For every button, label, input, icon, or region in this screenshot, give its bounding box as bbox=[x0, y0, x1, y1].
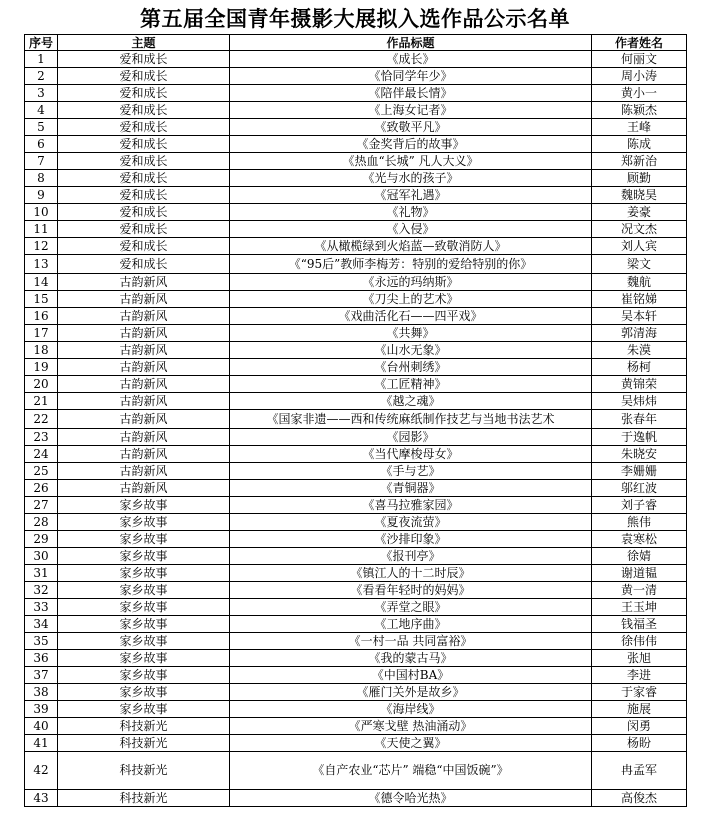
cell-serial-number: 1 bbox=[25, 51, 58, 68]
cell-author-name: 顾勤 bbox=[592, 170, 687, 187]
cell-work-title: 《礼物》 bbox=[230, 204, 592, 221]
cell-serial-number: 16 bbox=[25, 308, 58, 325]
cell-theme: 爱和成长 bbox=[58, 119, 230, 136]
cell-serial-number: 20 bbox=[25, 376, 58, 393]
cell-serial-number: 3 bbox=[25, 85, 58, 102]
cell-work-title: 《从橄榄绿到火焰蓝—致敬消防人》 bbox=[230, 238, 592, 255]
cell-serial-number: 43 bbox=[25, 790, 58, 807]
cell-work-title: 《山水无象》 bbox=[230, 342, 592, 359]
cell-theme: 爱和成长 bbox=[58, 170, 230, 187]
cell-author-name: 徐伟伟 bbox=[592, 633, 687, 650]
cell-theme: 爱和成长 bbox=[58, 51, 230, 68]
cell-author-name: 熊伟 bbox=[592, 514, 687, 531]
cell-author-name: 张旭 bbox=[592, 650, 687, 667]
cell-author-name: 黄锦荣 bbox=[592, 376, 687, 393]
cell-serial-number: 22 bbox=[25, 410, 58, 429]
table-row bbox=[25, 51, 687, 68]
table-row bbox=[25, 599, 687, 616]
selection-list-table bbox=[24, 34, 687, 807]
header-work-title: 作品标题 bbox=[230, 35, 592, 51]
cell-author-name: 王峰 bbox=[592, 119, 687, 136]
cell-theme: 科技新光 bbox=[58, 735, 230, 752]
cell-work-title: 《入侵》 bbox=[230, 221, 592, 238]
table-row bbox=[25, 68, 687, 85]
cell-theme: 家乡故事 bbox=[58, 514, 230, 531]
cell-theme: 爱和成长 bbox=[58, 102, 230, 119]
cell-author-name: 魏晓昊 bbox=[592, 187, 687, 204]
table-row bbox=[25, 684, 687, 701]
cell-serial-number: 10 bbox=[25, 204, 58, 221]
table-row bbox=[25, 119, 687, 136]
cell-serial-number: 23 bbox=[25, 429, 58, 446]
cell-theme: 家乡故事 bbox=[58, 650, 230, 667]
cell-work-title: 《沙排印象》 bbox=[230, 531, 592, 548]
cell-work-title: 《雁门关外是故乡》 bbox=[230, 684, 592, 701]
cell-author-name: 杨柯 bbox=[592, 359, 687, 376]
table-row bbox=[25, 187, 687, 204]
cell-theme: 家乡故事 bbox=[58, 582, 230, 599]
cell-author-name: 朱晓安 bbox=[592, 446, 687, 463]
cell-author-name: 吴炜炜 bbox=[592, 393, 687, 410]
cell-author-name: 钱福圣 bbox=[592, 616, 687, 633]
cell-author-name: 郑新治 bbox=[592, 153, 687, 170]
cell-author-name: 李进 bbox=[592, 667, 687, 684]
cell-theme: 古韵新风 bbox=[58, 274, 230, 291]
cell-work-title: 《中国村BA》 bbox=[230, 667, 592, 684]
cell-work-title: 《我的蒙古马》 bbox=[230, 650, 592, 667]
cell-serial-number: 13 bbox=[25, 255, 58, 274]
cell-author-name: 朱漠 bbox=[592, 342, 687, 359]
cell-theme: 古韵新风 bbox=[58, 480, 230, 497]
table-row bbox=[25, 548, 687, 565]
cell-theme: 家乡故事 bbox=[58, 701, 230, 718]
table-row bbox=[25, 376, 687, 393]
cell-author-name: 姜豪 bbox=[592, 204, 687, 221]
cell-theme: 爱和成长 bbox=[58, 204, 230, 221]
cell-author-name: 杨盼 bbox=[592, 735, 687, 752]
cell-serial-number: 2 bbox=[25, 68, 58, 85]
table-row bbox=[25, 308, 687, 325]
cell-serial-number: 4 bbox=[25, 102, 58, 119]
cell-serial-number: 9 bbox=[25, 187, 58, 204]
cell-theme: 爱和成长 bbox=[58, 187, 230, 204]
table-row bbox=[25, 274, 687, 291]
cell-work-title: 《青铜器》 bbox=[230, 480, 592, 497]
cell-serial-number: 8 bbox=[25, 170, 58, 187]
cell-serial-number: 37 bbox=[25, 667, 58, 684]
cell-serial-number: 35 bbox=[25, 633, 58, 650]
cell-theme: 爱和成长 bbox=[58, 238, 230, 255]
table-row bbox=[25, 790, 687, 807]
cell-theme: 爱和成长 bbox=[58, 153, 230, 170]
cell-work-title: 《天使之翼》 bbox=[230, 735, 592, 752]
cell-work-title: 《热血“长城” 凡人大义》 bbox=[230, 153, 592, 170]
table-row bbox=[25, 291, 687, 308]
cell-author-name: 况文杰 bbox=[592, 221, 687, 238]
table-row bbox=[25, 667, 687, 684]
table-row bbox=[25, 429, 687, 446]
cell-work-title: 《镇江人的十二时辰》 bbox=[230, 565, 592, 582]
cell-serial-number: 39 bbox=[25, 701, 58, 718]
cell-work-title: 《金奖背后的故事》 bbox=[230, 136, 592, 153]
cell-theme: 家乡故事 bbox=[58, 565, 230, 582]
table-row bbox=[25, 650, 687, 667]
table-row bbox=[25, 446, 687, 463]
cell-serial-number: 34 bbox=[25, 616, 58, 633]
cell-work-title: 《光与水的孩子》 bbox=[230, 170, 592, 187]
cell-work-title: 《自产农业“芯片” 端稳“中国饭碗”》 bbox=[230, 752, 592, 790]
cell-theme: 家乡故事 bbox=[58, 616, 230, 633]
cell-work-title: 《工地序曲》 bbox=[230, 616, 592, 633]
cell-work-title: 《喜马拉雅家园》 bbox=[230, 497, 592, 514]
cell-serial-number: 14 bbox=[25, 274, 58, 291]
cell-theme: 科技新光 bbox=[58, 718, 230, 735]
cell-work-title: 《园影》 bbox=[230, 429, 592, 446]
cell-theme: 古韵新风 bbox=[58, 325, 230, 342]
cell-serial-number: 31 bbox=[25, 565, 58, 582]
cell-serial-number: 6 bbox=[25, 136, 58, 153]
cell-theme: 家乡故事 bbox=[58, 548, 230, 565]
cell-theme: 科技新光 bbox=[58, 752, 230, 790]
cell-author-name: 闵勇 bbox=[592, 718, 687, 735]
table-row bbox=[25, 238, 687, 255]
cell-author-name: 李姗姗 bbox=[592, 463, 687, 480]
cell-author-name: 冉孟军 bbox=[592, 752, 687, 790]
cell-author-name: 王玉坤 bbox=[592, 599, 687, 616]
table-row bbox=[25, 410, 687, 429]
cell-author-name: 于家睿 bbox=[592, 684, 687, 701]
cell-author-name: 梁文 bbox=[592, 255, 687, 274]
cell-theme: 爱和成长 bbox=[58, 221, 230, 238]
cell-theme: 家乡故事 bbox=[58, 497, 230, 514]
cell-work-title: 《冠军礼遇》 bbox=[230, 187, 592, 204]
cell-author-name: 刘人宾 bbox=[592, 238, 687, 255]
header-author-name: 作者姓名 bbox=[592, 35, 687, 51]
cell-work-title: 《工匠精神》 bbox=[230, 376, 592, 393]
cell-serial-number: 42 bbox=[25, 752, 58, 790]
cell-work-title: 《上海女记者》 bbox=[230, 102, 592, 119]
cell-work-title: 《致敬平凡》 bbox=[230, 119, 592, 136]
cell-author-name: 吴本轩 bbox=[592, 308, 687, 325]
table-row bbox=[25, 582, 687, 599]
cell-serial-number: 29 bbox=[25, 531, 58, 548]
cell-theme: 爱和成长 bbox=[58, 255, 230, 274]
cell-author-name: 邬红波 bbox=[592, 480, 687, 497]
cell-work-title: 《报刊亭》 bbox=[230, 548, 592, 565]
cell-work-title: 《成长》 bbox=[230, 51, 592, 68]
table-row bbox=[25, 221, 687, 238]
cell-serial-number: 15 bbox=[25, 291, 58, 308]
cell-theme: 古韵新风 bbox=[58, 291, 230, 308]
table-row bbox=[25, 633, 687, 650]
cell-serial-number: 33 bbox=[25, 599, 58, 616]
cell-theme: 家乡故事 bbox=[58, 633, 230, 650]
cell-work-title: 《海岸线》 bbox=[230, 701, 592, 718]
cell-work-title: 《陪伴最长情》 bbox=[230, 85, 592, 102]
cell-work-title: 《德令哈光热》 bbox=[230, 790, 592, 807]
cell-serial-number: 40 bbox=[25, 718, 58, 735]
table-row bbox=[25, 85, 687, 102]
table-row bbox=[25, 136, 687, 153]
cell-author-name: 刘子睿 bbox=[592, 497, 687, 514]
cell-author-name: 于逸帆 bbox=[592, 429, 687, 446]
cell-serial-number: 21 bbox=[25, 393, 58, 410]
cell-work-title: 《弄堂之眼》 bbox=[230, 599, 592, 616]
cell-author-name: 何丽文 bbox=[592, 51, 687, 68]
cell-serial-number: 24 bbox=[25, 446, 58, 463]
cell-theme: 古韵新风 bbox=[58, 342, 230, 359]
cell-work-title: 《恰同学年少》 bbox=[230, 68, 592, 85]
cell-author-name: 魏航 bbox=[592, 274, 687, 291]
table-row bbox=[25, 531, 687, 548]
cell-work-title: 《戏曲活化石——四平戏》 bbox=[230, 308, 592, 325]
cell-work-title: 《永远的玛纳斯》 bbox=[230, 274, 592, 291]
cell-author-name: 谢道韫 bbox=[592, 565, 687, 582]
table-row bbox=[25, 752, 687, 790]
cell-author-name: 黄一清 bbox=[592, 582, 687, 599]
cell-serial-number: 27 bbox=[25, 497, 58, 514]
cell-work-title: 《当代摩梭母女》 bbox=[230, 446, 592, 463]
table-row bbox=[25, 342, 687, 359]
table-row bbox=[25, 514, 687, 531]
cell-author-name: 郭清海 bbox=[592, 325, 687, 342]
table-row bbox=[25, 616, 687, 633]
table-row bbox=[25, 102, 687, 119]
cell-theme: 家乡故事 bbox=[58, 531, 230, 548]
cell-author-name: 高俊杰 bbox=[592, 790, 687, 807]
table-row bbox=[25, 170, 687, 187]
cell-serial-number: 18 bbox=[25, 342, 58, 359]
cell-serial-number: 19 bbox=[25, 359, 58, 376]
table-row bbox=[25, 204, 687, 221]
cell-theme: 古韵新风 bbox=[58, 446, 230, 463]
cell-serial-number: 12 bbox=[25, 238, 58, 255]
cell-theme: 古韵新风 bbox=[58, 429, 230, 446]
cell-author-name: 施展 bbox=[592, 701, 687, 718]
cell-theme: 爱和成长 bbox=[58, 136, 230, 153]
cell-serial-number: 41 bbox=[25, 735, 58, 752]
cell-author-name: 徐婧 bbox=[592, 548, 687, 565]
cell-work-title: 《严寒戈壁 热油涌动》 bbox=[230, 718, 592, 735]
cell-author-name: 崔铭娣 bbox=[592, 291, 687, 308]
table-row bbox=[25, 325, 687, 342]
cell-theme: 科技新光 bbox=[58, 790, 230, 807]
table-row bbox=[25, 480, 687, 497]
cell-serial-number: 38 bbox=[25, 684, 58, 701]
cell-theme: 古韵新风 bbox=[58, 463, 230, 480]
cell-work-title: 《“95后”教师李梅芳：特别的爱给特别的你》 bbox=[230, 255, 592, 274]
table-row bbox=[25, 718, 687, 735]
cell-theme: 家乡故事 bbox=[58, 667, 230, 684]
cell-work-title: 《看看年轻时的妈妈》 bbox=[230, 582, 592, 599]
cell-work-title: 《共舞》 bbox=[230, 325, 592, 342]
cell-theme: 古韵新风 bbox=[58, 376, 230, 393]
cell-work-title: 《夏夜流萤》 bbox=[230, 514, 592, 531]
cell-serial-number: 30 bbox=[25, 548, 58, 565]
table-row bbox=[25, 153, 687, 170]
cell-serial-number: 36 bbox=[25, 650, 58, 667]
cell-work-title: 《一村一品 共同富裕》 bbox=[230, 633, 592, 650]
cell-work-title: 《手与艺》 bbox=[230, 463, 592, 480]
cell-theme: 古韵新风 bbox=[58, 308, 230, 325]
cell-author-name: 袁寒松 bbox=[592, 531, 687, 548]
table-row bbox=[25, 255, 687, 274]
table-row bbox=[25, 359, 687, 376]
cell-work-title: 《台州刺绣》 bbox=[230, 359, 592, 376]
cell-theme: 古韵新风 bbox=[58, 393, 230, 410]
header-theme: 主题 bbox=[58, 35, 230, 51]
cell-serial-number: 11 bbox=[25, 221, 58, 238]
cell-serial-number: 7 bbox=[25, 153, 58, 170]
table-row bbox=[25, 735, 687, 752]
cell-theme: 家乡故事 bbox=[58, 684, 230, 701]
cell-theme: 爱和成长 bbox=[58, 68, 230, 85]
cell-serial-number: 28 bbox=[25, 514, 58, 531]
table-header-row bbox=[25, 35, 687, 51]
cell-theme: 古韵新风 bbox=[58, 359, 230, 376]
cell-work-title: 《越之魂》 bbox=[230, 393, 592, 410]
table-row bbox=[25, 497, 687, 514]
header-serial-number: 序号 bbox=[25, 35, 58, 51]
cell-serial-number: 5 bbox=[25, 119, 58, 136]
cell-work-title: 《国家非遗——西和传统麻纸制作技艺与当地书法艺术 bbox=[230, 410, 592, 429]
cell-theme: 家乡故事 bbox=[58, 599, 230, 616]
table-row bbox=[25, 463, 687, 480]
cell-serial-number: 26 bbox=[25, 480, 58, 497]
cell-author-name: 陈颖杰 bbox=[592, 102, 687, 119]
cell-theme: 古韵新风 bbox=[58, 410, 230, 429]
table-row bbox=[25, 701, 687, 718]
cell-author-name: 周小涛 bbox=[592, 68, 687, 85]
cell-theme: 爱和成长 bbox=[58, 85, 230, 102]
cell-serial-number: 25 bbox=[25, 463, 58, 480]
cell-author-name: 张春年 bbox=[592, 410, 687, 429]
cell-work-title: 《刀尖上的艺术》 bbox=[230, 291, 592, 308]
cell-serial-number: 17 bbox=[25, 325, 58, 342]
page-title: 第五届全国青年摄影大展拟入选作品公示名单 bbox=[140, 7, 570, 31]
cell-serial-number: 32 bbox=[25, 582, 58, 599]
cell-author-name: 黄小一 bbox=[592, 85, 687, 102]
table-row bbox=[25, 565, 687, 582]
table-row bbox=[25, 393, 687, 410]
cell-author-name: 陈成 bbox=[592, 136, 687, 153]
